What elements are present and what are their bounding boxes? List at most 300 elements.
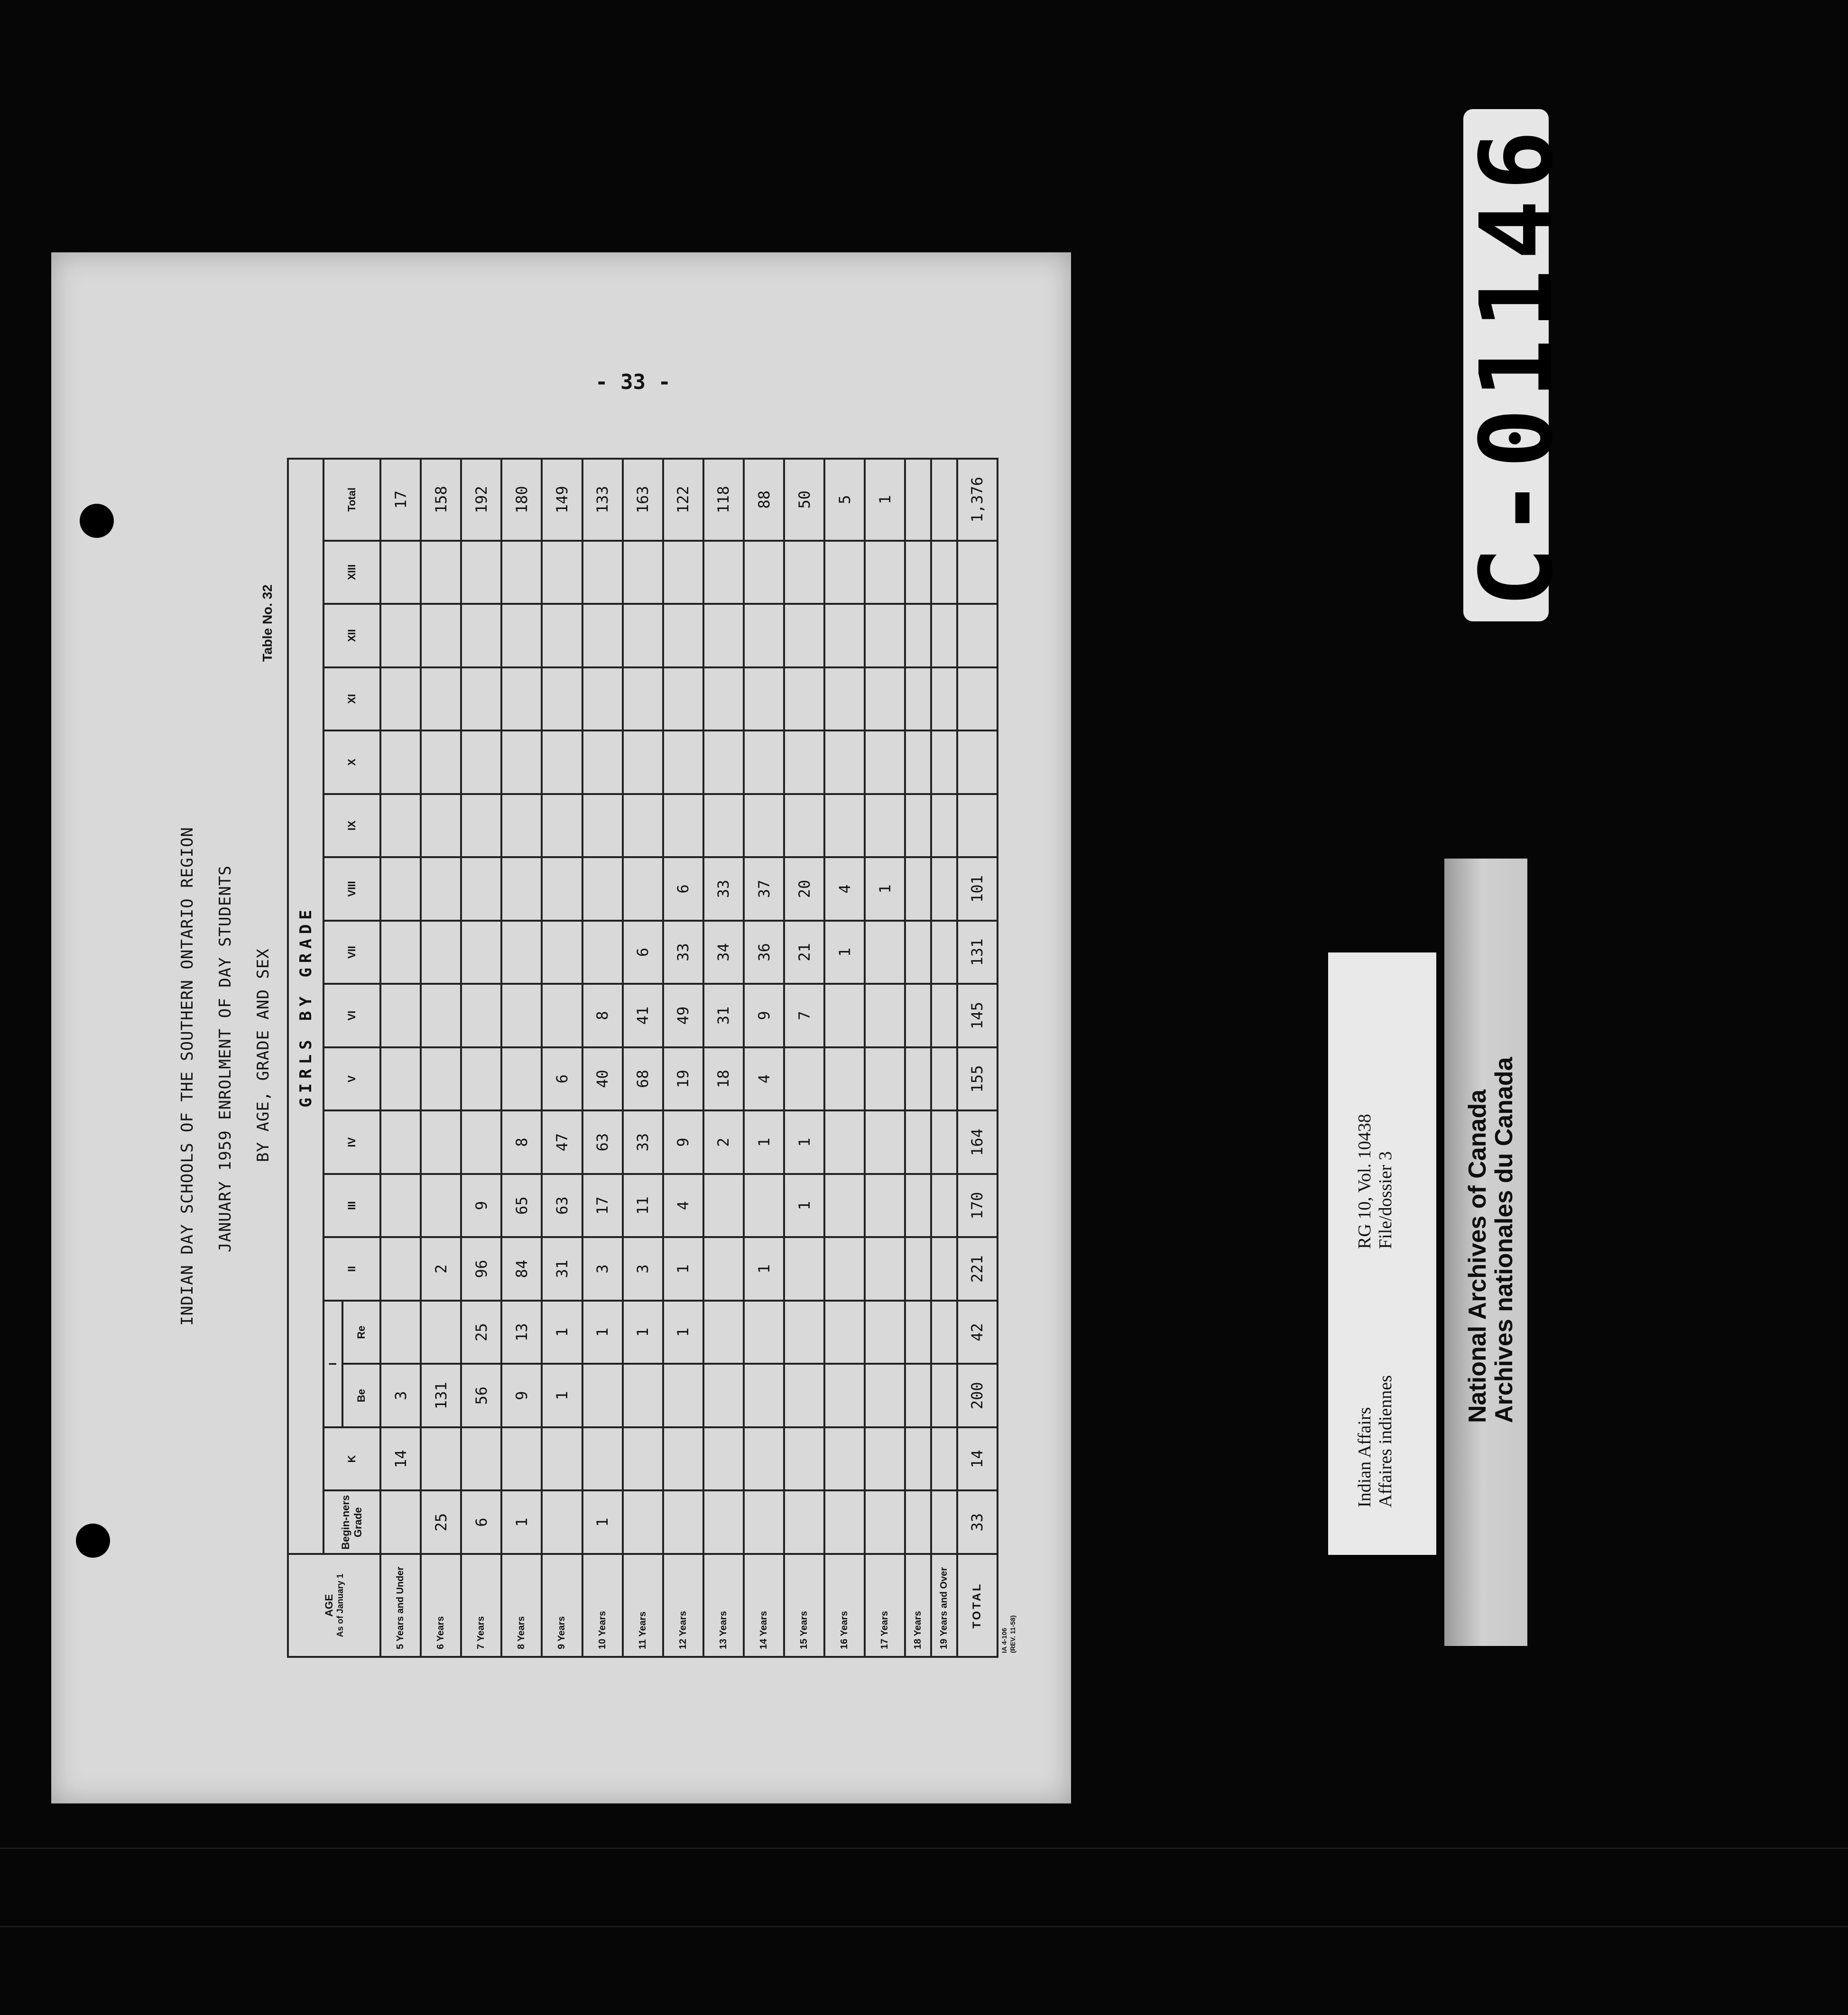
- table-cell: 20: [784, 857, 824, 921]
- table-cell: 5: [824, 459, 865, 541]
- table-cell: [905, 794, 931, 858]
- table-cell: 1: [501, 1490, 542, 1554]
- table-cell: [703, 1237, 744, 1301]
- table-cell: [542, 857, 582, 921]
- table-cell: [931, 1047, 957, 1111]
- table-row: [461, 459, 501, 1657]
- table-cell: [582, 667, 623, 731]
- table-cell: [461, 1427, 501, 1491]
- table-cell: 192: [461, 459, 501, 541]
- table-cell: 31: [542, 1237, 582, 1301]
- col-i: I: [323, 1301, 342, 1427]
- table-cell: 180: [501, 459, 542, 541]
- table-cell: [784, 1301, 824, 1364]
- table-cell: [931, 459, 957, 541]
- table-cell: [501, 667, 542, 731]
- table-cell: [461, 921, 501, 984]
- table-cell: [421, 857, 461, 921]
- table-cell: 1: [865, 857, 905, 921]
- age-label: 12 Years: [663, 1554, 703, 1657]
- enrolment-table: [287, 458, 998, 1658]
- table-cell: [623, 1364, 663, 1427]
- table-cell: [582, 1364, 623, 1427]
- table-cell: 25: [421, 1490, 461, 1554]
- scan-line: [0, 1926, 1848, 1927]
- table-cell: [663, 604, 703, 667]
- total-cell: [957, 730, 998, 794]
- table-cell: [931, 1427, 957, 1491]
- table-cell: [905, 1237, 931, 1301]
- reel-number-strip: [1459, 109, 1575, 621]
- table-cell: [380, 794, 421, 858]
- table-cell: 118: [703, 459, 744, 541]
- table-cell: 2: [421, 1237, 461, 1301]
- table-cell: 3: [623, 1237, 663, 1301]
- table-cell: [421, 1110, 461, 1174]
- table-cell: [582, 794, 623, 858]
- table-row: [824, 459, 865, 1657]
- col-beginners: Begin-ners Grade: [323, 1490, 380, 1554]
- table-cell: [380, 1237, 421, 1301]
- punch-hole: [76, 1524, 110, 1558]
- table-cell: 149: [542, 459, 582, 541]
- table-cell: [582, 541, 623, 604]
- table-cell: [865, 1237, 905, 1301]
- table-cell: 14: [380, 1427, 421, 1491]
- table-cell: [421, 604, 461, 667]
- col-grade-12: XII: [323, 604, 380, 667]
- total-cell: 145: [957, 984, 998, 1047]
- table-cell: [905, 730, 931, 794]
- table-row: [931, 459, 957, 1657]
- table-cell: 1: [663, 1237, 703, 1301]
- col-grade-4: IV: [323, 1110, 380, 1174]
- total-cell: 200: [957, 1364, 998, 1427]
- table-cell: [824, 1110, 865, 1174]
- table-cell: 65: [501, 1174, 542, 1238]
- table-cell: [744, 1174, 784, 1238]
- table-cell: [905, 1174, 931, 1238]
- punch-hole: [80, 504, 114, 538]
- table-cell: [501, 1047, 542, 1111]
- table-cell: [421, 1047, 461, 1111]
- table-cell: [582, 857, 623, 921]
- table-cell: [905, 1110, 931, 1174]
- table-cell: [663, 1490, 703, 1554]
- table-cell: [703, 1301, 744, 1364]
- table-cell: 1: [824, 921, 865, 984]
- document-subtitle: JANUARY 1959 ENROLMENT OF DAY STUDENTS: [216, 865, 235, 1252]
- age-label: 18 Years: [905, 1554, 931, 1657]
- table-cell: [421, 667, 461, 731]
- table-cell: [501, 984, 542, 1047]
- table-cell: [931, 921, 957, 984]
- table-cell: 21: [784, 921, 824, 984]
- age-subheader-label: As of January 1: [335, 1573, 345, 1637]
- table-cell: [623, 604, 663, 667]
- table-cell: [905, 984, 931, 1047]
- table-row: [744, 459, 784, 1657]
- reel-number: C-01146: [1459, 120, 1575, 607]
- table-cell: 6: [663, 857, 703, 921]
- table-cell: [663, 1427, 703, 1491]
- table-cell: [380, 984, 421, 1047]
- table-cell: 6: [461, 1490, 501, 1554]
- table-cell: [784, 667, 824, 731]
- table-cell: 1: [542, 1301, 582, 1364]
- table-cell: [421, 984, 461, 1047]
- form-code: [1000, 1615, 1017, 1653]
- table-cell: [931, 1490, 957, 1554]
- table-cell: [905, 1047, 931, 1111]
- archives-name-fr: Archives nationales du Canada: [1490, 1057, 1518, 1423]
- table-cell: [865, 1364, 905, 1427]
- department-fr: Affaires indiennes: [1376, 1375, 1395, 1507]
- table-cell: [703, 604, 744, 667]
- age-label: 10 Years: [582, 1554, 623, 1657]
- table-cell: 13: [501, 1301, 542, 1364]
- table-cell: [542, 1427, 582, 1491]
- page-number: - 33 -: [595, 370, 671, 394]
- col-grade-3: III: [323, 1174, 380, 1238]
- table-cell: [501, 730, 542, 794]
- total-cell: 170: [957, 1174, 998, 1238]
- table-cell: [824, 730, 865, 794]
- table-cell: [542, 794, 582, 858]
- col-grade-6: VI: [323, 984, 380, 1047]
- table-cell: [380, 1110, 421, 1174]
- table-cell: [931, 857, 957, 921]
- table-cell: [663, 541, 703, 604]
- col-grade-8: VIII: [323, 857, 380, 921]
- table-cell: [865, 1490, 905, 1554]
- total-cell: 131: [957, 921, 998, 984]
- table-row: [703, 459, 744, 1657]
- total-cell: 101: [957, 857, 998, 921]
- table-cell: [380, 604, 421, 667]
- table-row: [582, 459, 623, 1657]
- col-grade-10: X: [323, 730, 380, 794]
- table-cell: [380, 857, 421, 921]
- age-label: 19 Years and Over: [931, 1554, 957, 1657]
- total-cell: 33: [957, 1490, 998, 1554]
- girls-by-grade-header: GIRLS BY GRADE: [288, 459, 323, 1554]
- table-row: [542, 459, 582, 1657]
- table-cell: [542, 730, 582, 794]
- age-label: 13 Years: [703, 1554, 744, 1657]
- table-cell: [663, 1364, 703, 1427]
- table-cell: 33: [703, 857, 744, 921]
- table-cell: 40: [582, 1047, 623, 1111]
- table-cell: [905, 921, 931, 984]
- table-cell: [703, 1364, 744, 1427]
- table-cell: [931, 1237, 957, 1301]
- table-cell: [703, 1490, 744, 1554]
- table-cell: 4: [824, 857, 865, 921]
- table-cell: [744, 794, 784, 858]
- table-cell: [421, 921, 461, 984]
- table-cell: [501, 1427, 542, 1491]
- table-cell: [931, 1364, 957, 1427]
- table-cell: [931, 1301, 957, 1364]
- table-cell: [663, 794, 703, 858]
- table-cell: [703, 1427, 744, 1491]
- total-cell: [957, 541, 998, 604]
- table-cell: 1: [744, 1237, 784, 1301]
- table-cell: [461, 1110, 501, 1174]
- table-cell: 56: [461, 1364, 501, 1427]
- archive-reference-label: [1328, 952, 1436, 1555]
- table-cell: 6: [623, 921, 663, 984]
- table-cell: 1: [582, 1490, 623, 1554]
- table-cell: 1: [744, 1110, 784, 1174]
- table-cell: [824, 1490, 865, 1554]
- total-cell: [957, 794, 998, 858]
- col-grade-13: XIII: [323, 541, 380, 604]
- table-cell: 1: [663, 1301, 703, 1364]
- table-cell: [865, 984, 905, 1047]
- table-cell: [421, 1301, 461, 1364]
- table-cell: [931, 604, 957, 667]
- table-cell: [461, 667, 501, 731]
- col-grade-7: VII: [323, 921, 380, 984]
- table-cell: 133: [582, 459, 623, 541]
- table-cell: [824, 541, 865, 604]
- age-header: [288, 1554, 380, 1657]
- table-cell: 50: [784, 459, 824, 541]
- table-cell: [744, 1427, 784, 1491]
- table-cell: [663, 730, 703, 794]
- table-cell: [421, 1427, 461, 1491]
- table-cell: [824, 604, 865, 667]
- table-cell: [703, 541, 744, 604]
- table-cell: 17: [582, 1174, 623, 1238]
- document-title: INDIAN DAY SCHOOLS OF THE SOUTHERN ONTARIO REGION: [178, 826, 197, 1326]
- table-cell: [931, 667, 957, 731]
- col-re: Re: [342, 1301, 380, 1364]
- table-cell: [865, 1047, 905, 1111]
- table-cell: [824, 1237, 865, 1301]
- age-label: 11 Years: [623, 1554, 663, 1657]
- table-cell: [623, 1490, 663, 1554]
- archives-name-en: National Archives of Canada: [1464, 1089, 1491, 1423]
- table-cell: [744, 1490, 784, 1554]
- table-cell: 3: [380, 1364, 421, 1427]
- table-cell: [931, 1174, 957, 1238]
- table-cell: [623, 541, 663, 604]
- header-row-1: [288, 459, 323, 1657]
- table-cell: [623, 667, 663, 731]
- table-cell: 47: [542, 1110, 582, 1174]
- table-cell: [542, 541, 582, 604]
- table-cell: [865, 1427, 905, 1491]
- table-cell: 19: [663, 1047, 703, 1111]
- table-cell: [421, 1174, 461, 1238]
- total-cell: [957, 604, 998, 667]
- table-cell: [865, 1174, 905, 1238]
- enrolment-table-container: [287, 458, 998, 1658]
- table-cell: [824, 667, 865, 731]
- table-cell: [824, 794, 865, 858]
- table-cell: [865, 1301, 905, 1364]
- table-cell: 11: [623, 1174, 663, 1238]
- table-cell: [824, 1364, 865, 1427]
- total-cell: [957, 667, 998, 731]
- table-cell: [905, 1427, 931, 1491]
- table-cell: 88: [744, 459, 784, 541]
- table-cell: 68: [623, 1047, 663, 1111]
- table-cell: [865, 541, 905, 604]
- table-row: [905, 459, 931, 1657]
- table-cell: [380, 667, 421, 731]
- table-cell: [380, 921, 421, 984]
- age-label: 6 Years: [421, 1554, 461, 1657]
- totals-row: [957, 459, 998, 1657]
- record-group: [1354, 1114, 1396, 1249]
- table-cell: 163: [623, 459, 663, 541]
- table-cell: 33: [663, 921, 703, 984]
- table-cell: [824, 984, 865, 1047]
- total-cell: 155: [957, 1047, 998, 1111]
- table-cell: [380, 1174, 421, 1238]
- record-group-volume: RG 10, Vol. 10438: [1355, 1114, 1375, 1249]
- table-cell: [931, 1110, 957, 1174]
- table-cell: [744, 541, 784, 604]
- table-cell: [824, 1047, 865, 1111]
- total-cell: 164: [957, 1110, 998, 1174]
- table-cell: [582, 921, 623, 984]
- age-label: 15 Years: [784, 1554, 824, 1657]
- table-cell: 31: [703, 984, 744, 1047]
- total-cell: 221: [957, 1237, 998, 1301]
- col-grade-9: IX: [323, 794, 380, 858]
- table-cell: 9: [501, 1364, 542, 1427]
- table-cell: [784, 1364, 824, 1427]
- table-cell: [905, 1301, 931, 1364]
- table-cell: 158: [421, 459, 461, 541]
- table-cell: [542, 604, 582, 667]
- age-label: 8 Years: [501, 1554, 542, 1657]
- header-row-2: [323, 459, 342, 1657]
- table-cell: 9: [744, 984, 784, 1047]
- table-cell: [784, 1237, 824, 1301]
- table-row: [380, 459, 421, 1657]
- table-cell: [703, 730, 744, 794]
- table-cell: [865, 604, 905, 667]
- table-cell: 1: [865, 459, 905, 541]
- table-cell: [905, 604, 931, 667]
- age-label: 5 Years and Under: [380, 1554, 421, 1657]
- table-cell: 3: [582, 1237, 623, 1301]
- table-cell: [744, 1364, 784, 1427]
- table-cell: [784, 794, 824, 858]
- age-header-label: AGE: [323, 1594, 335, 1617]
- total-cell: 42: [957, 1301, 998, 1364]
- table-cell: 8: [582, 984, 623, 1047]
- table-cell: 9: [663, 1110, 703, 1174]
- table-cell: [703, 794, 744, 858]
- table-cell: [542, 984, 582, 1047]
- table-cell: [865, 794, 905, 858]
- table-row: [623, 459, 663, 1657]
- table-cell: 33: [623, 1110, 663, 1174]
- table-cell: [461, 730, 501, 794]
- table-cell: 63: [542, 1174, 582, 1238]
- age-label: 16 Years: [824, 1554, 865, 1657]
- table-cell: [501, 604, 542, 667]
- table-row: [865, 459, 905, 1657]
- table-cell: 4: [744, 1047, 784, 1111]
- age-label: 9 Years: [542, 1554, 582, 1657]
- table-cell: [623, 857, 663, 921]
- scan-line: [0, 1848, 1848, 1849]
- table-cell: [744, 604, 784, 667]
- table-cell: [865, 1110, 905, 1174]
- table-cell: [380, 1301, 421, 1364]
- table-cell: 1: [784, 1174, 824, 1238]
- table-cell: [784, 541, 824, 604]
- table-cell: [461, 794, 501, 858]
- table-cell: [421, 730, 461, 794]
- table-cell: [784, 1047, 824, 1111]
- file-dossier: File/dossier 3: [1376, 1151, 1395, 1249]
- table-cell: 1: [623, 1301, 663, 1364]
- table-cell: 84: [501, 1237, 542, 1301]
- table-cell: [931, 730, 957, 794]
- table-cell: 122: [663, 459, 703, 541]
- table-cell: 96: [461, 1237, 501, 1301]
- col-grade-11: XI: [323, 667, 380, 731]
- form-code-line-1: IA 4-106: [1000, 1627, 1008, 1653]
- table-cell: [905, 857, 931, 921]
- table-cell: [542, 667, 582, 731]
- table-cell: [784, 730, 824, 794]
- table-cell: 1: [784, 1110, 824, 1174]
- table-body: [380, 459, 998, 1657]
- table-cell: [461, 984, 501, 1047]
- table-cell: [744, 667, 784, 731]
- table-cell: [744, 730, 784, 794]
- table-cell: [824, 1174, 865, 1238]
- table-cell: 2: [703, 1110, 744, 1174]
- table-cell: [380, 730, 421, 794]
- total-cell: 14: [957, 1427, 998, 1491]
- department-name: [1354, 1375, 1396, 1507]
- table-cell: [461, 604, 501, 667]
- age-label: 7 Years: [461, 1554, 501, 1657]
- table-cell: 6: [542, 1047, 582, 1111]
- col-k: K: [323, 1427, 380, 1491]
- table-cell: 25: [461, 1301, 501, 1364]
- total-cell: 1,376: [957, 459, 998, 541]
- table-row: [663, 459, 703, 1657]
- table-cell: [461, 857, 501, 921]
- age-label: 14 Years: [744, 1554, 784, 1657]
- document-subtitle-2: BY AGE, GRADE AND SEX: [254, 948, 273, 1162]
- table-cell: 36: [744, 921, 784, 984]
- table-cell: [663, 667, 703, 731]
- table-cell: [784, 1427, 824, 1491]
- table-cell: [931, 794, 957, 858]
- table-cell: 34: [703, 921, 744, 984]
- table-cell: 4: [663, 1174, 703, 1238]
- table-cell: [865, 921, 905, 984]
- table-cell: [380, 1047, 421, 1111]
- table-cell: [931, 984, 957, 1047]
- col-be: Be: [342, 1364, 380, 1427]
- table-cell: [501, 794, 542, 858]
- table-cell: 41: [623, 984, 663, 1047]
